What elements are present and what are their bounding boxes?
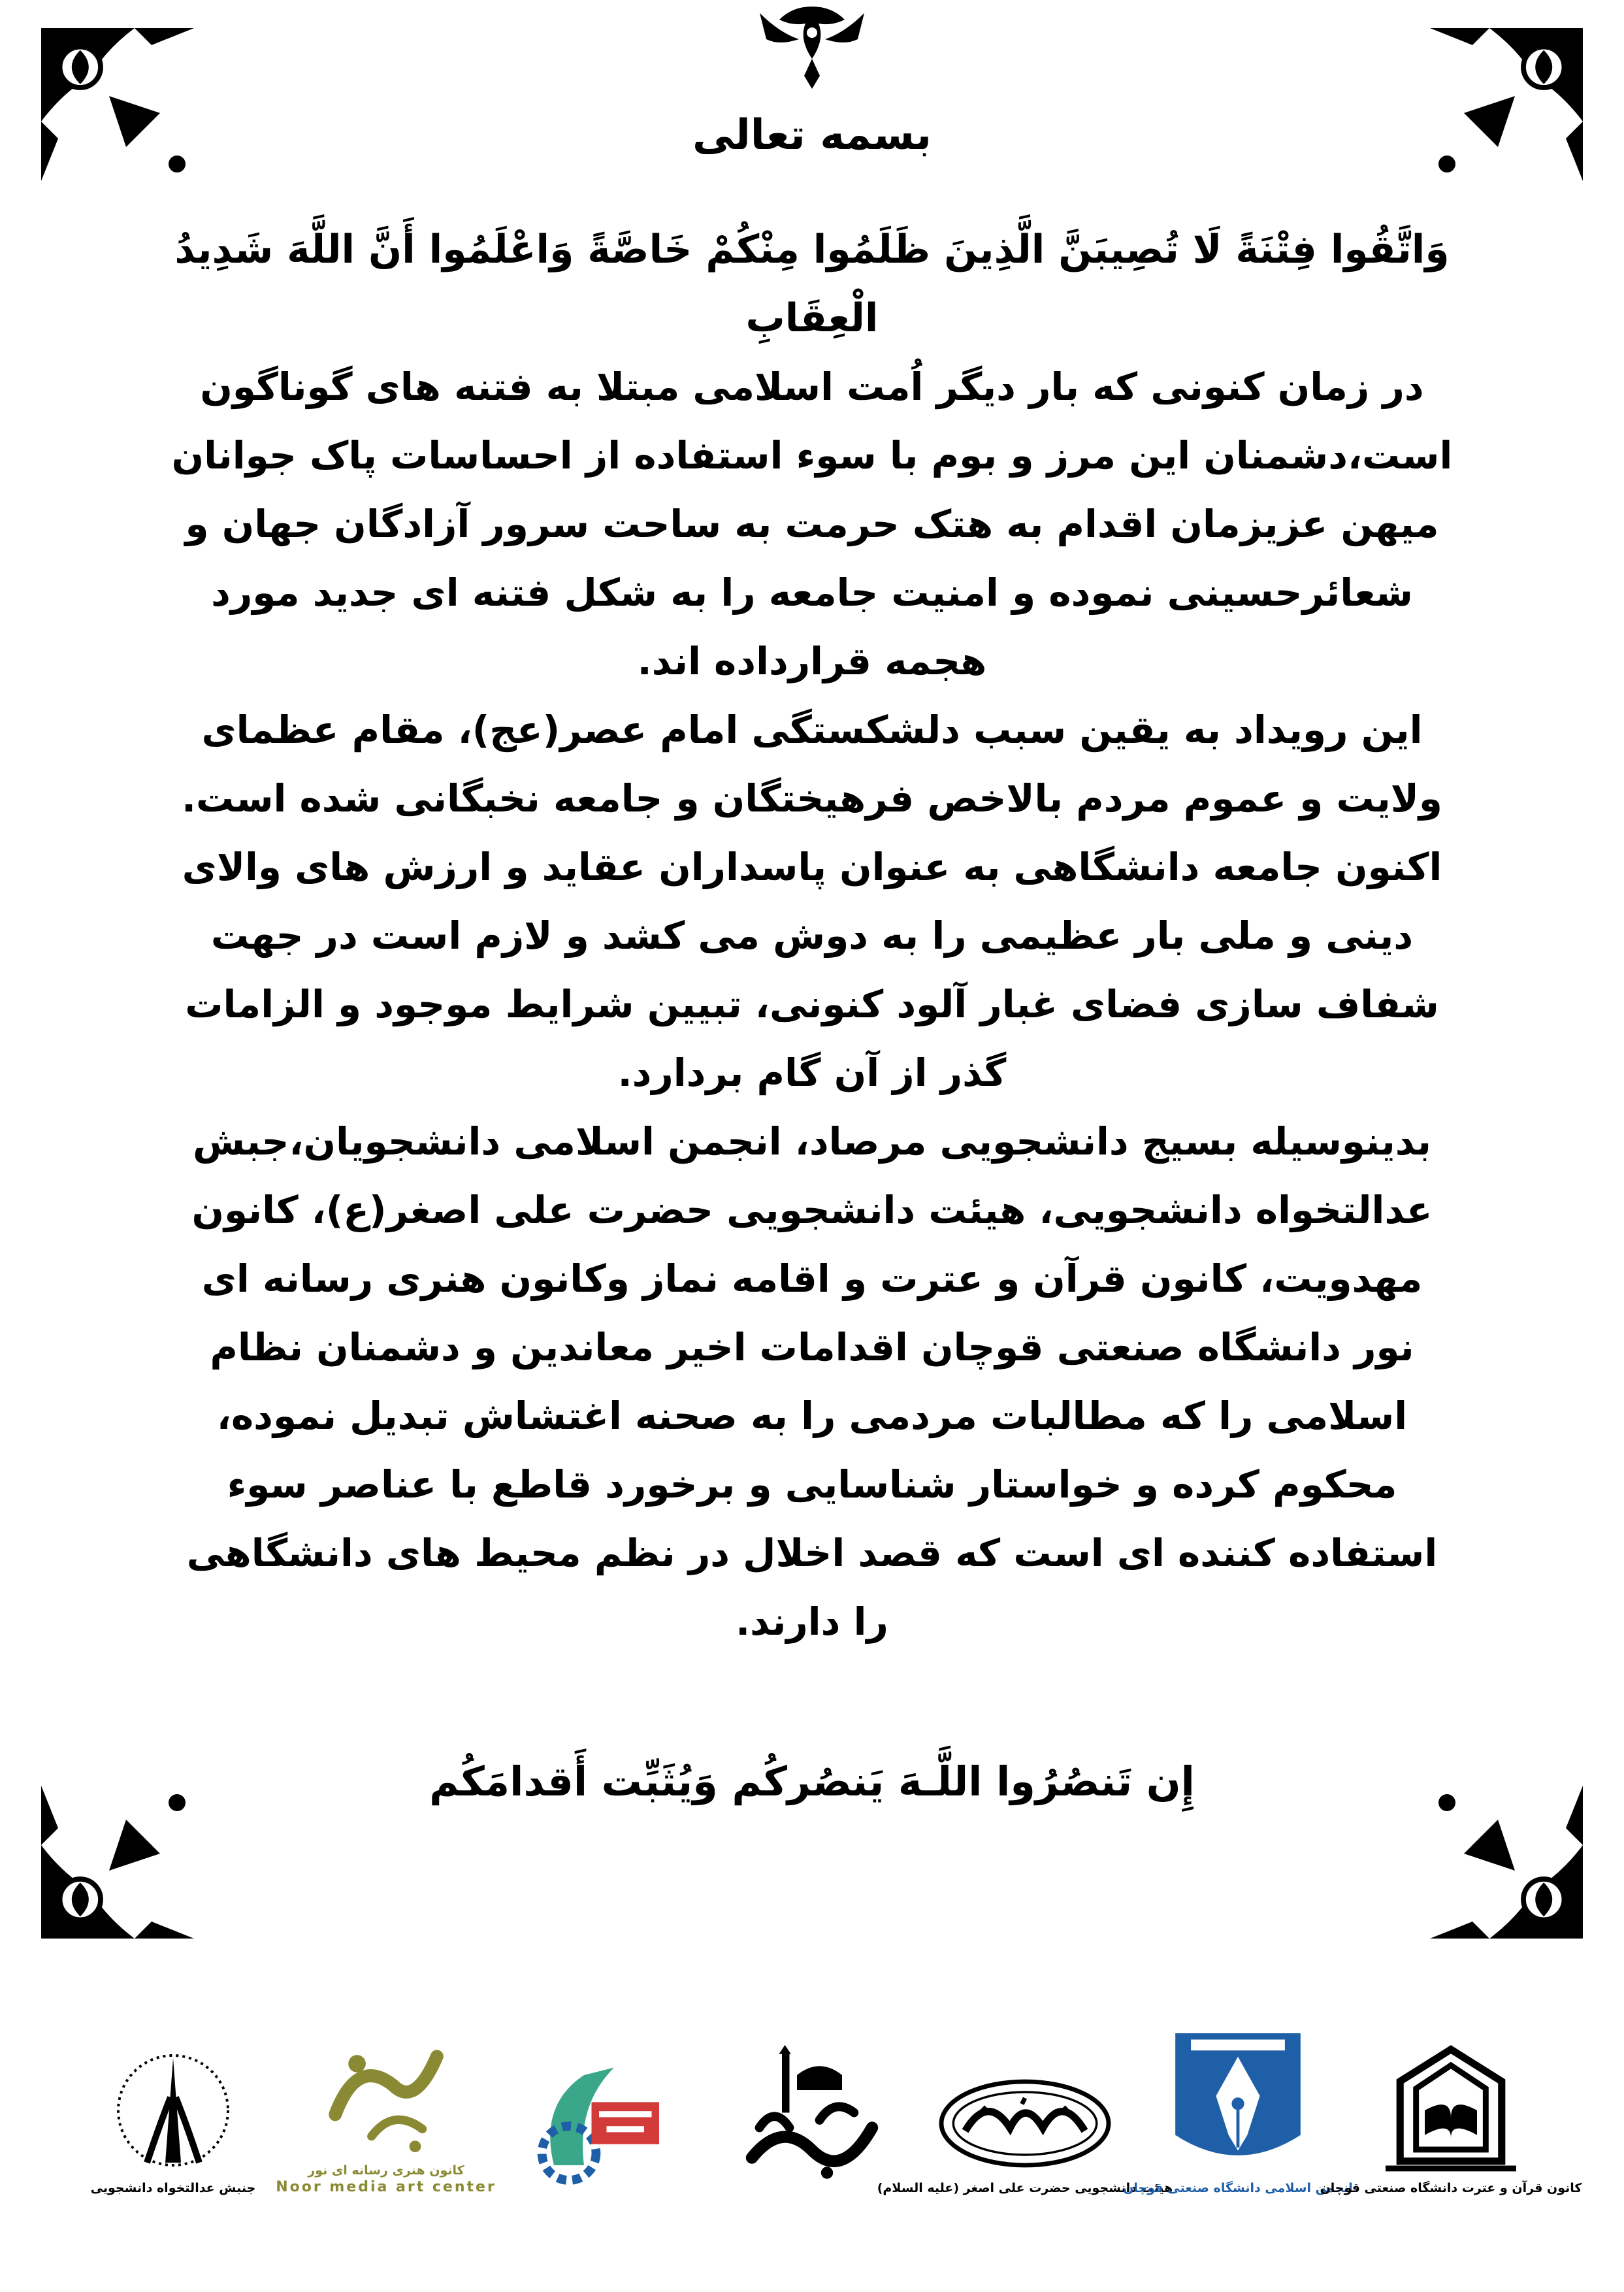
page-heading: بسمه تعالی (692, 111, 932, 159)
logo-caption: کانون هنری رسانه ای نور (308, 2163, 464, 2178)
pen-nib-icon (1160, 2025, 1316, 2176)
quran-book-icon (1376, 2045, 1526, 2176)
basij-mersad-logo (511, 2045, 687, 2195)
mosque-calligraphy-icon (737, 2045, 887, 2195)
corner-ornament-top-right (1421, 20, 1591, 189)
logo-caption: جنبش عدالتخواه دانشجویی (90, 2181, 256, 2195)
calligraphy-emblem-icon (934, 2071, 1116, 2176)
logo-caption: هیئت دانشجویی حضرت علی اصغر (علیه السلام) (877, 2181, 1173, 2195)
noor-calligraphy-icon (311, 2027, 461, 2158)
heyat-ali-asghar-logo (877, 2071, 1173, 2195)
paragraph-2: این رویداد به یقین سبب دلشکستگی امام عصر(عج)، مقام عظمای ولایت و عموم مردم بالاخص فرهیختگان و جامعه نخبگانی شده است. (182, 708, 1442, 821)
noor-media-logo (276, 2027, 496, 2195)
basij-emblem-icon (524, 2045, 674, 2195)
justice-tower-icon (108, 2045, 238, 2176)
paragraph-1: در زمان کنونی که بار دیگر اُمت اسلامی مبتلا به فتنه های گوناگون است،دشمنان این مرز و بوم با سوء استفاده از احساسات پاک جوانان میهن عزیزمان اقدام به هتک حرمت به ساحت سرور آزادگان جهان و شعائرحسینی نموده و امنیت جامعه را به شکل فتنه ای جدید مورد هجمه قرارداده اند. (171, 365, 1453, 683)
opening-verse: وَاتَّقُوا فِتْنَةً لَا تُصِيبَنَّ الَّذِينَ ظَلَمُوا مِنْكُمْ خَاصَّةً وَاعْلَمُوا أَنَّ اللَّهَ شَدِيدُ الْعِقَابِ (174, 227, 1450, 341)
justice-movement-logo (85, 2045, 261, 2195)
paragraph-4: بدینوسیله بسیج دانشجویی مرصاد، انجمن اسلامی دانشجویان،جبش عدالتخواه دانشجویی، هیئت دانشجویی حضرت علی اصغر(ع)، کانون مهدویت، کانون قرآن و عترت و اقامه نماز وکانون هنری رسانه ای نور دانشگاه صنعتی قوچان اقدامات اخیر معاندین و دشمنان نظام اسلامی را که مطالبات مردمی را به صحنه اغتشاش تبدیل نموده، محکوم کرده و خواستار شناسایی و برخورد قاطع با عناصر سوء استفاده کننده ای است که قصد اخلال در نظم محیط های دانشگاهی را دارند. (186, 1119, 1438, 1644)
top-ornament (747, 0, 877, 91)
corner-ornament-top-left (33, 20, 203, 189)
logo-caption: انجمن اسلامی دانشگاه صنعتی قوچان (1123, 2181, 1353, 2195)
logo-caption: کانون قرآن و عترت دانشگاه صنعتی قوچان (1320, 2181, 1582, 2195)
paragraph-3: اکنون جامعه دانشگاهی به عنوان پاسداران عقاید و ارزش های والای دینی و ملی بار عظیمی را به دوش می کشد و لازم است در جهت شفاف سازی فضای غبار آلود کنونی، تبیین شرایط موجود و الزامات گذر از آن گام بردارد. (182, 845, 1442, 1095)
quran-center-logo (1320, 2045, 1582, 2195)
mahdaviat-center-logo (724, 2045, 900, 2195)
closing-verse: إِن تَنصُرُوا اللَّـهَ يَنصُرکُم وَيُثَبِّت أَقدامَکُم (429, 1758, 1195, 1805)
logo-caption-latin: Noor media art center (276, 2179, 496, 2195)
logo-strip (85, 1986, 1582, 2195)
islamic-association-logo (1123, 2025, 1353, 2195)
statement-text (170, 216, 1454, 1656)
